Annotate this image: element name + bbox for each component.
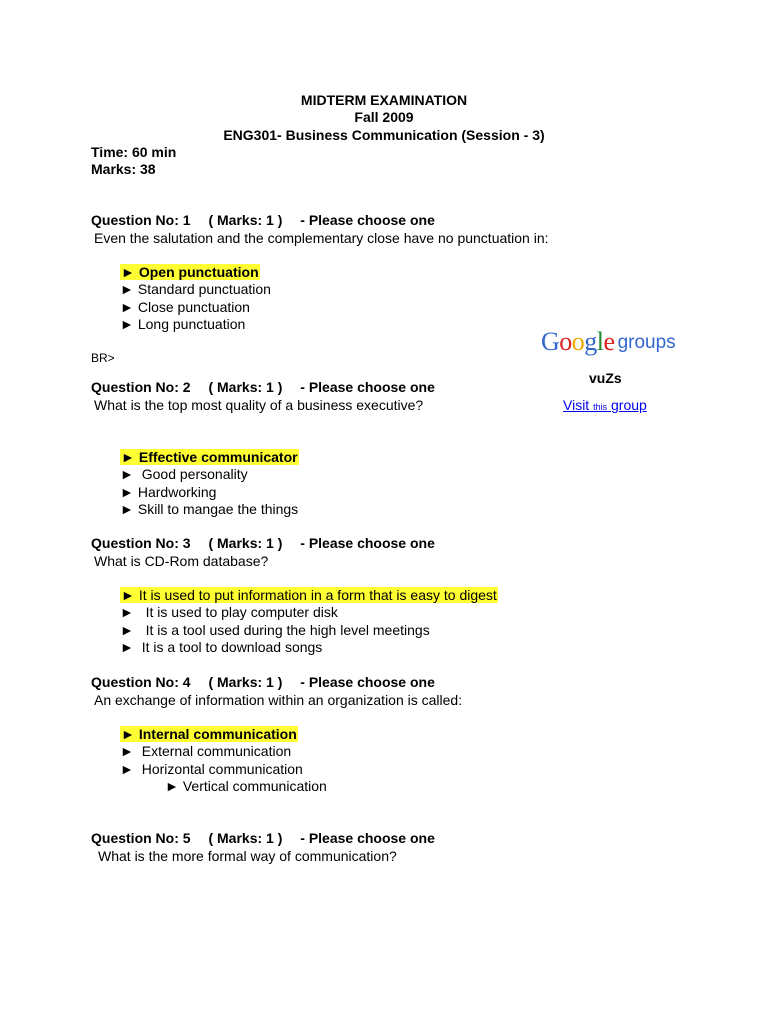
arrow-icon: ► [120,316,134,332]
question-4-text: An exchange of information within an organization is called: [94,692,463,708]
question-instruction: - Please choose one [300,535,435,551]
option-label: Horizontal communication [141,761,303,777]
question-marks: ( Marks: 1 ) [208,212,283,228]
arrow-icon: ► [120,299,134,315]
question-number: Question No: 5 [91,830,191,846]
option-label: Long punctuation [137,316,246,332]
arrow-icon: ► [120,501,134,517]
option-label: Skill to mangae the things [137,501,299,517]
arrow-icon: ► [120,604,134,620]
question-marks: ( Marks: 1 ) [208,674,283,690]
question-2-option-3[interactable] [120,484,216,501]
exam-marks: Marks: 38 [91,161,156,177]
question-marks: ( Marks: 1 ) [208,830,283,846]
question-1-option-1[interactable] [120,264,260,281]
option-label: Good personality [141,466,248,482]
arrow-icon: ► [120,466,134,482]
question-1-text: Even the salutation and the complementary close have no punctuation in: [94,230,549,246]
question-4-header [91,674,435,690]
arrow-icon: ► [120,281,134,297]
option-label: It is used to put information in a form that is easy to digest [138,587,497,603]
option-label: It is a tool used during the high level meetings [145,622,430,638]
question-4-option-3[interactable] [120,761,303,778]
question-5-header [91,830,435,846]
question-2-option-2[interactable] [120,466,248,483]
question-3-header [91,535,435,551]
question-2-option-4[interactable] [120,501,298,518]
groups-word: groups [617,332,676,353]
question-2-text: What is the top most quality of a business executive? [94,397,424,413]
question-5-text: What is the more formal way of communication? [98,848,397,864]
question-marks: ( Marks: 1 ) [208,379,283,395]
arrow-icon: ► [121,726,135,742]
question-instruction: - Please choose one [300,830,435,846]
exam-title: MIDTERM EXAMINATION [300,92,468,108]
question-3-option-4[interactable] [120,639,322,656]
question-1-option-3[interactable] [120,299,250,316]
option-label: Hardworking [137,484,217,500]
arrow-icon: ► [121,449,135,465]
option-label: External communication [141,743,292,759]
question-instruction: - Please choose one [300,379,435,395]
arrow-icon: ► [120,639,134,655]
question-instruction: - Please choose one [300,674,435,690]
question-3-option-3[interactable] [120,622,430,639]
option-label: Effective communicator [138,449,298,465]
arrow-icon: ► [165,778,179,794]
arrow-icon: ► [120,484,134,500]
option-label: Standard punctuation [137,281,271,297]
visit-group-link[interactable]: Visit this group [563,397,647,413]
question-1-header [91,212,435,228]
question-3-option-1[interactable] [120,587,498,604]
question-3-text: What is CD-Rom database? [94,553,269,569]
br-note: BR> [91,351,115,365]
option-label: Vertical communication [182,778,327,794]
question-number: Question No: 3 [91,535,191,551]
question-4-option-4[interactable] [165,778,327,795]
question-1-option-2[interactable] [120,281,271,298]
question-2-header [91,379,435,395]
arrow-icon: ► [121,264,135,280]
question-instruction: - Please choose one [300,212,435,228]
arrow-icon: ► [120,622,134,638]
google-groups-logo [541,327,676,357]
arrow-icon: ► [121,587,135,603]
question-1-option-4[interactable] [120,316,245,333]
question-number: Question No: 2 [91,379,191,395]
exam-time: Time: 60 min [91,144,177,160]
option-label: It is used to play computer disk [145,604,338,620]
option-label: It is a tool to download songs [141,639,323,655]
option-label: Open punctuation [138,264,259,280]
question-number: Question No: 1 [91,212,191,228]
question-3-option-2[interactable] [120,604,338,621]
course-title: ENG301- Business Communication (Session - 3) [223,127,545,143]
question-number: Question No: 4 [91,674,191,690]
exam-term: Fall 2009 [354,109,414,125]
arrow-icon: ► [120,761,134,777]
group-name: vuZs [589,370,622,386]
option-label: Internal communication [138,726,297,742]
question-4-option-1[interactable] [120,726,298,743]
question-2-option-1[interactable] [120,449,299,466]
question-marks: ( Marks: 1 ) [208,535,283,551]
question-4-option-2[interactable] [120,743,291,760]
option-label: Close punctuation [137,299,250,315]
google-logo-icon: Google [541,327,615,356]
arrow-icon: ► [120,743,134,759]
